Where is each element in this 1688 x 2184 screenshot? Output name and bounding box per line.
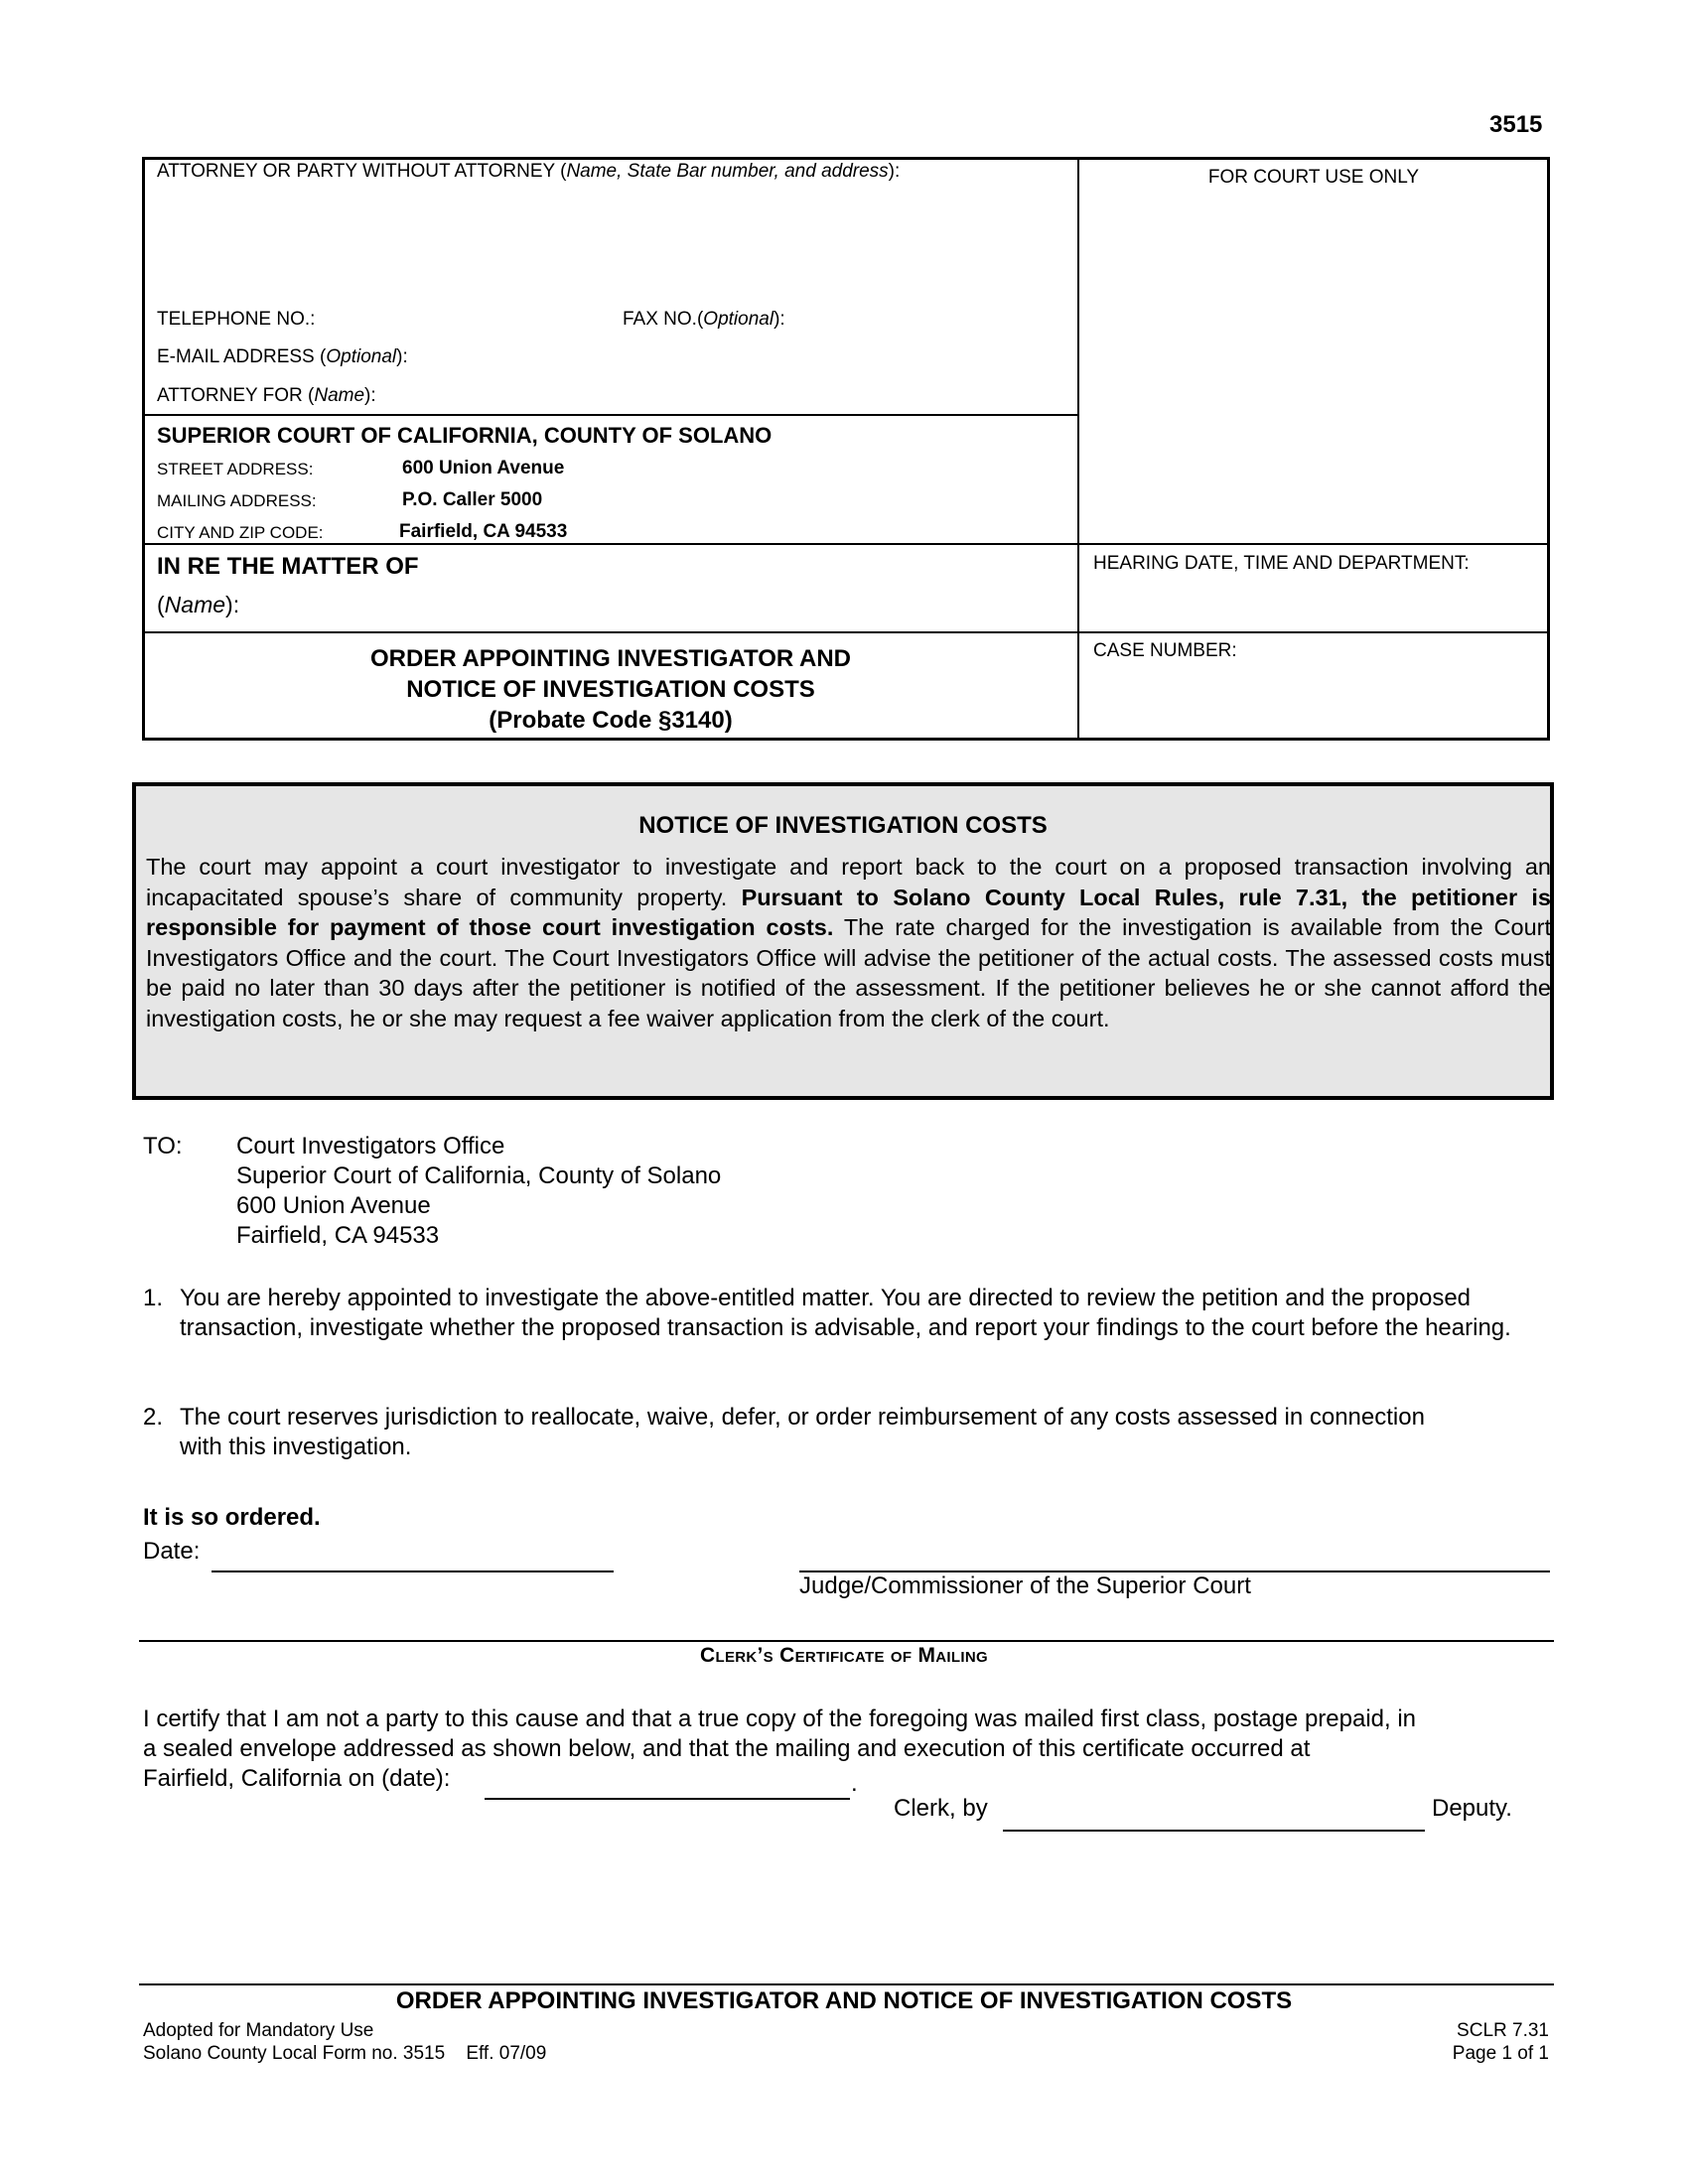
order-title-line3: (Probate Code §3140) bbox=[489, 707, 733, 734]
matter-title: IN RE THE MATTER OF bbox=[157, 553, 419, 580]
header-divider-court bbox=[142, 543, 1550, 545]
telephone-label: TELEPHONE NO.: bbox=[157, 309, 316, 330]
so-ordered: It is so ordered. bbox=[143, 1504, 321, 1531]
clerk-text-line1: I certify that I am not a party to this cause and that a true copy of the foregoing was mailed first class, postage prepaid, in bbox=[143, 1706, 1417, 1732]
item-2-text: The court reserves jurisdiction to reallocate, waive, defer, or order reimbursement of any costs assessed in connection with this investigation. bbox=[180, 1404, 1425, 1460]
footer-left-line2: Solano County Local Form no. 3515 Eff. 07/09 bbox=[143, 2043, 547, 2064]
fax-label: FAX NO.(Optional): bbox=[623, 309, 785, 330]
deputy-label: Deputy. bbox=[1432, 1795, 1512, 1822]
attorney-label: ATTORNEY OR PARTY WITHOUT ATTORNEY (Name, State Bar number, and address): bbox=[157, 161, 901, 182]
footer-divider bbox=[139, 1983, 1554, 1985]
header-border-top bbox=[142, 157, 1550, 160]
to-line1: Court Investigators Office bbox=[236, 1133, 505, 1160]
header-divider-matter bbox=[142, 631, 1550, 633]
item-1-text: You are hereby appointed to investigate the above-entitled matter. You are directed to review the petition and the proposed transaction, investigate whether the proposed transaction is advisable, and report your findings to the court before the hearing. bbox=[180, 1285, 1511, 1341]
clerk-text-line2: a sealed envelope addressed as shown below, and that the mailing and execution of this certificate occurred at bbox=[143, 1735, 1311, 1762]
case-number-label: CASE NUMBER: bbox=[1093, 640, 1237, 661]
footer-page: Page 1 of 1 bbox=[1452, 2043, 1549, 2064]
header-divider-attorney bbox=[142, 414, 1079, 416]
header-border-bottom bbox=[142, 738, 1550, 741]
clerk-signature-line[interactable] bbox=[1003, 1830, 1425, 1832]
to-address bbox=[236, 1132, 721, 1251]
clerk-divider bbox=[139, 1640, 1554, 1642]
mailing-date-period: . bbox=[851, 1770, 858, 1797]
notice-title: NOTICE OF INVESTIGATION COSTS bbox=[638, 812, 1048, 839]
header-border-right bbox=[1547, 157, 1550, 740]
clerk-by-label: Clerk, by bbox=[894, 1795, 988, 1822]
footer-left-line1: Adopted for Mandatory Use bbox=[143, 2020, 374, 2041]
hearing-label: HEARING DATE, TIME AND DEPARTMENT: bbox=[1093, 553, 1470, 574]
item-2-number: 2. bbox=[143, 1404, 164, 1431]
street-address-label: STREET ADDRESS: bbox=[157, 460, 314, 478]
mailing-address-value: P.O. Caller 5000 bbox=[402, 489, 543, 510]
city-zip-label: CITY AND ZIP CODE: bbox=[157, 523, 324, 542]
form-number: 3515 bbox=[1489, 111, 1543, 138]
street-address-value: 600 Union Avenue bbox=[402, 458, 565, 478]
to-line4: Fairfield, CA 94533 bbox=[236, 1222, 440, 1249]
email-label: E-MAIL ADDRESS (Optional): bbox=[157, 346, 408, 367]
mailing-date-line[interactable] bbox=[485, 1798, 850, 1800]
mailing-address-label: MAILING ADDRESS: bbox=[157, 491, 317, 510]
court-name: SUPERIOR COURT OF CALIFORNIA, COUNTY OF SOLANO bbox=[157, 423, 773, 448]
order-title-line2: NOTICE OF INVESTIGATION COSTS bbox=[406, 676, 815, 703]
date-signature-line[interactable] bbox=[211, 1570, 614, 1572]
judge-label: Judge/Commissioner of the Superior Court bbox=[799, 1572, 1251, 1599]
to-line2: Superior Court of California, County of Solano bbox=[236, 1162, 722, 1189]
item-1-number: 1. bbox=[143, 1285, 164, 1311]
notice-box bbox=[132, 782, 1554, 1100]
court-use-label: FOR COURT USE ONLY bbox=[1207, 167, 1420, 188]
date-label: Date: bbox=[143, 1538, 201, 1565]
footer-code: SCLR 7.31 bbox=[1457, 2020, 1549, 2041]
to-line3: 600 Union Avenue bbox=[236, 1192, 431, 1219]
order-title-line1: ORDER APPOINTING INVESTIGATOR AND bbox=[369, 645, 852, 672]
order-title bbox=[142, 643, 1079, 736]
attorney-for-label: ATTORNEY FOR (Name): bbox=[157, 385, 376, 406]
matter-name-label: (Name): bbox=[157, 592, 240, 617]
hearing-field[interactable] bbox=[1093, 581, 1530, 625]
footer-title: ORDER APPOINTING INVESTIGATOR AND NOTICE OF INVESTIGATION COSTS bbox=[395, 1987, 1293, 2014]
clerk-title: Clerk’s Certificate of Mailing bbox=[700, 1644, 988, 1667]
to-label: TO: bbox=[143, 1133, 183, 1160]
case-number-field[interactable] bbox=[1093, 667, 1530, 727]
city-zip-value: Fairfield, CA 94533 bbox=[399, 521, 568, 542]
attorney-field[interactable] bbox=[157, 187, 1060, 296]
notice-body: The court may appoint a court investigator to investigate and report back to the court on a proposed transaction involving an incapacitated spouse’s share of community property. Pursuant to Solano County Local Rules, rule 7.31, the petitioner is responsible for payment of those court investigation costs. The rate charged for the investigation is available from the Court Investigators Office and the court. The Court Investigators Office will advise the petitioner of the actual costs. The assessed costs must be paid no later than 30 days after the petitioner is notified of the assessment. If the petitioner believes he or she cannot afford the investigation costs, he or she may request a fee waiver application from the clerk of the court. bbox=[146, 854, 1551, 1031]
clerk-text-line3: Fairfield, California on (date): bbox=[143, 1765, 451, 1792]
